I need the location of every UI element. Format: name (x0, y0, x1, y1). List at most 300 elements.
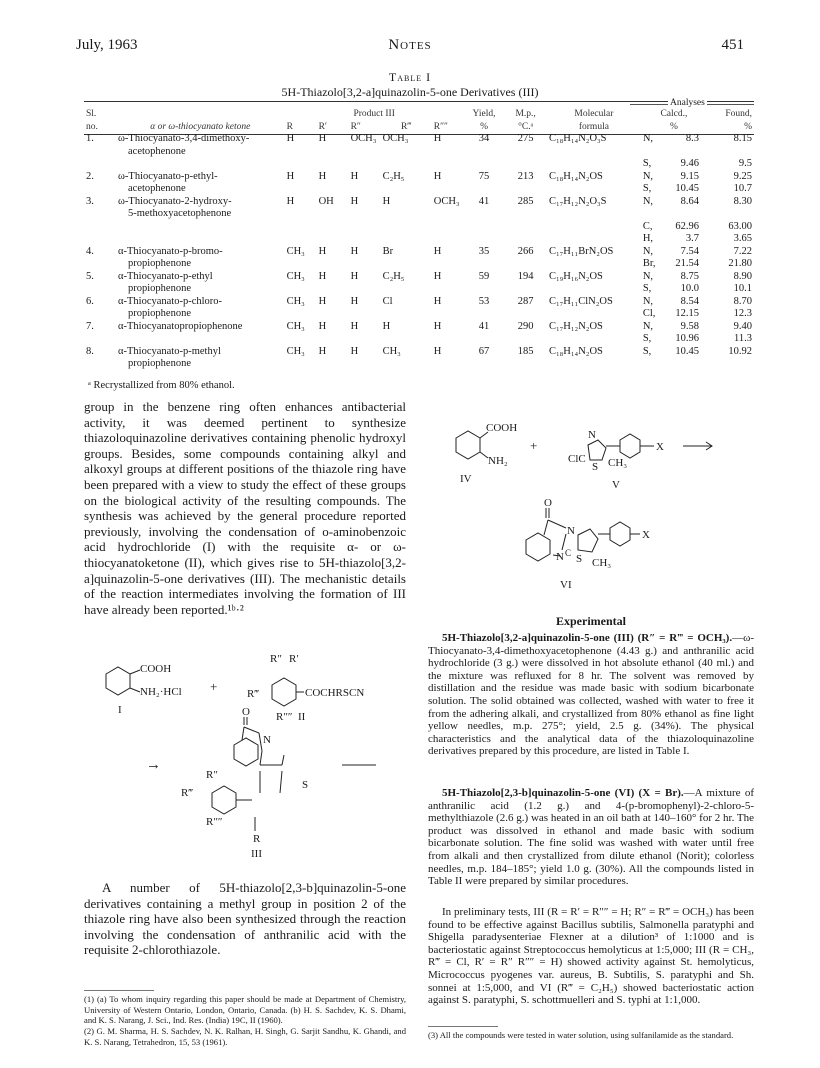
calcd-number: 8.54 (680, 295, 699, 307)
cell-no: 6. (86, 295, 94, 307)
element-symbol: N, (642, 320, 654, 332)
calcd-number: 9.46 (680, 158, 699, 169)
found-value: 63.00 (728, 220, 752, 232)
cell-yield: 75 (478, 170, 490, 182)
cell-r4: H (433, 270, 442, 282)
ketone-line: propiophenone (128, 308, 191, 319)
calcd-value (643, 233, 705, 246)
table-row (84, 221, 754, 246)
cell-no (84, 158, 116, 171)
cell-r2 (349, 221, 381, 246)
element-symbol: S, (642, 333, 652, 344)
cell-ketone (116, 221, 285, 246)
compound-I-label: I (118, 704, 122, 716)
table-top-rule (84, 101, 754, 102)
nh2-label-IV: NH₂ (488, 455, 508, 467)
table-row (84, 296, 754, 321)
compound-III-label: III (251, 848, 262, 860)
cell-ketone (116, 246, 285, 271)
cell-r2: H (350, 245, 359, 257)
cell-found (707, 321, 754, 346)
cell-no: 2. (86, 170, 94, 182)
found-value: 9.5 (738, 158, 752, 169)
cell-formula: C₁₇H₁₂N₂OS (548, 320, 603, 332)
cell-r1 (317, 158, 349, 171)
element-symbol: N, (642, 133, 654, 144)
calcd-number: 8.64 (680, 195, 699, 207)
footnote-rule (84, 990, 154, 991)
compound-IV-label: IV (460, 473, 472, 485)
found-value: 9.25 (733, 170, 752, 182)
ketone-line: α-Thiocyanato-p-methyl (118, 345, 221, 357)
cell-calcd (641, 296, 707, 321)
calcd-number: 62.96 (675, 220, 699, 232)
cell-ketone (116, 271, 285, 296)
cell-mp: 287 (517, 295, 534, 307)
col-mp-unit: °C.ᵃ (518, 121, 534, 132)
cell-no: 3. (86, 195, 94, 207)
cell-r4 (432, 221, 464, 246)
element-symbol: H, (642, 233, 654, 244)
cell-r2 (349, 158, 381, 171)
cell-no: 5. (86, 270, 94, 282)
ketone-line: α-Thiocyanato-p-ethyl (118, 270, 213, 282)
col-formula-2: formula (578, 121, 609, 132)
c-label-VI: C (565, 548, 572, 558)
cell-yield: 41 (478, 195, 490, 207)
footnote-2: (2) G. M. Sharma, H. S. Sachdev, N. K. Ralhan, H. Singh, G. Sarjit Sandhu, K. Ghandi, and K. S. Narang, Tetrahedron, 15, 53 (1961). (84, 1026, 406, 1047)
page-number: 451 (721, 37, 744, 53)
cell-r4: H (433, 320, 442, 332)
benzene-ring-IV (456, 431, 480, 459)
cell-r: H (286, 170, 295, 182)
cell-r2: H (350, 195, 359, 207)
col-ketone: α or ω-thiocyanato ketone (150, 121, 251, 132)
cell-formula: C₁₈H₁₄N₂OS (548, 345, 603, 357)
intro-paragraph: group in the benzene ring often enhances antibacterial activity, it was deemed pertinent to synthesize thiazoloquinazoline derivatives containing phenolic hydroxyl groups. Besides, some compounds containing alkyl and alkoxyl groups at different positions of the thiazole ring have been prepared with a view to study the effect of these groups on the biological activity of the resulting compounds. The synthesis was achieved by the general procedure reported previously, involving the condensation of o-aminobenzoic acid hydrochloride (I) with the requisite α- or ω-thiocyanatoketone (II), which gives rise to 5H-thiazolo[3,2-a]quinazolin-5-one derivatives (III). The mechanistic details of the reaction intermediates involving the formation of III have already been reported.¹ᵇ·² (84, 399, 406, 617)
ketone-line: acetophenone (128, 183, 186, 194)
calcd-number: 10.96 (675, 333, 699, 344)
cell-mp: 290 (517, 320, 534, 332)
cell-r2: H (350, 320, 359, 332)
table-label: Table I (388, 70, 432, 84)
s3-label: S (302, 779, 309, 791)
cell-r: CH₃ (286, 245, 305, 257)
r2-label: R″ (270, 653, 282, 665)
element-symbol: S, (642, 158, 652, 169)
calcd-number: 10.0 (680, 283, 699, 294)
cell-r3: OCH₃ (382, 133, 409, 144)
calcd-value (643, 133, 705, 146)
quinazoline-benzene-ring-VI (526, 533, 550, 561)
r2-label-III: R″ (206, 769, 218, 781)
calcd-number: 8.75 (680, 270, 699, 282)
reaction-arrow-1: → (146, 757, 161, 773)
cell-calcd (641, 321, 707, 346)
table-row (84, 171, 754, 196)
cell-no (84, 221, 116, 246)
table-row (84, 346, 754, 371)
table-row (84, 158, 754, 171)
element-symbol: S, (642, 345, 652, 357)
benzene-ring-II (272, 678, 296, 706)
n-label-V: N (588, 429, 596, 441)
second-paragraph: A number of 5H-thiazolo[2,3-b]quinazolin-5-one derivatives containing a methyl group in position 2 of the thiazole ring have also been synthesized through the reaction involving the condensation of anthranilic acid with the requisite 2-chlorothiazole. (84, 880, 406, 958)
col-r1: R′ (318, 121, 327, 132)
derivatives-table (84, 108, 754, 371)
cell-formula: C₁₇H₁₁BrN₂OS (548, 245, 614, 257)
cell-yield: 35 (478, 245, 490, 257)
element-symbol: N, (642, 270, 654, 282)
found-value: 8.15 (733, 133, 752, 144)
cell-r2: OCH₃ (350, 133, 377, 144)
col-mp: M.p., (515, 109, 536, 119)
calcd-value (643, 171, 705, 184)
calcd-number: 10.45 (675, 345, 699, 357)
calcd-number: 9.58 (680, 320, 699, 332)
n4-label: N (263, 734, 271, 746)
r4-label-III: R″″ (206, 816, 223, 828)
cell-r3: Cl (382, 295, 393, 307)
cell-ketone (116, 196, 285, 221)
cell-r2: H (350, 345, 359, 357)
cell-no: 4. (86, 245, 94, 257)
nc-label-VI: N (556, 551, 564, 563)
found-value: 10.1 (733, 283, 752, 294)
cell-r3: Br (382, 245, 394, 257)
col-formula-1: Molecular (574, 109, 614, 119)
cell-no: 7. (86, 320, 94, 332)
table-footnote: ᵃ Recrystallized from 80% ethanol. (88, 380, 235, 391)
col-r2: R″ (350, 121, 361, 132)
cell-yield: 53 (478, 295, 490, 307)
s-label-VI: S (576, 553, 583, 565)
cell-found (707, 346, 754, 371)
cell-mp: 266 (517, 245, 534, 257)
footnote-1: (1) (a) To whom inquiry regarding this paper should be made at Department of Chemistry, University of Western Ontario, London, Ontario, Canada. (b) H. S. Sachdev, K. S. Dhami, and K. S. Narang, J. Sci., Ind. Res. (India) 19C, II (1960). (84, 994, 406, 1026)
cell-ketone (116, 171, 285, 196)
ketone-line: α-Thiocyanato-p-chloro- (118, 295, 223, 307)
cell-r2: H (350, 295, 359, 307)
calcd-value (643, 196, 705, 209)
table-row (84, 133, 754, 158)
col-found: Found, (725, 109, 752, 119)
col-r3: R‴ (401, 121, 412, 132)
cell-r1: H (318, 295, 327, 307)
footnote-rule-2 (428, 1026, 498, 1027)
cell-r1: H (318, 320, 327, 332)
col-r4: R″″ (433, 121, 449, 132)
experimental-2-title: 5H-Thiazolo[2,3-b]quinazolin-5-one (VI) (X = Br). (442, 787, 684, 799)
r3-label-III: R‴ (181, 787, 193, 799)
ketone-line: ω-Thiocyanato-2-hydroxy- (118, 195, 232, 207)
experimental-paragraph-1 (428, 632, 754, 758)
cell-r1 (317, 221, 349, 246)
found-value: 10.7 (733, 183, 752, 194)
cell-mp: 213 (517, 170, 534, 182)
cell-mp: 285 (517, 195, 534, 207)
cell-mp: 275 (517, 133, 534, 144)
found-value: 11.3 (734, 333, 752, 344)
x-label-V: X (656, 441, 664, 453)
calcd-value (643, 183, 705, 196)
experimental-heading: Experimental (556, 614, 626, 628)
cell-found (707, 296, 754, 321)
s-label-V: S (592, 461, 599, 473)
cell-r: CH₃ (286, 345, 305, 357)
ch3-label-V: CH₃ (608, 457, 628, 469)
cell-calcd (641, 158, 707, 171)
calcd-value (643, 296, 705, 309)
found-value: 7.22 (733, 245, 752, 257)
cell-r1: OH (318, 195, 334, 207)
table-row (84, 246, 754, 271)
plus-sign-2: + (530, 438, 538, 453)
ketone-line: acetophenone (128, 145, 186, 157)
col-calcd-unit: % (669, 121, 678, 132)
found-value: 10.92 (728, 345, 752, 357)
calcd-value (643, 246, 705, 259)
table-row (84, 321, 754, 346)
ketone-line: ω-Thiocyanato-3,4-dimethoxy- (118, 133, 250, 144)
cell-yield (464, 221, 505, 246)
cell-r: H (286, 195, 295, 207)
cell-ketone (116, 321, 285, 346)
thiazole-ring-V (588, 440, 606, 460)
calcd-value (643, 346, 705, 359)
col-yield: Yield, (472, 109, 496, 119)
table-header-row-2 (84, 121, 754, 134)
experimental-2-body: —A mixture of anthranilic acid (1.2 g.) and 4-(p-bromophenyl)-2-chloro-5-methylthiazole (2.6 g.) was heated in an oil bath at 140–160° for 2 hr. The product was dissolved in ethanol and made basic with sodium bicarbonate solution. The fine solid was washed with water until free from alkali and then crystallized from dilute ethanol (Norit); colorless needles, m.p. 184–185°; yield 1.0 g. (30%). All the compounds listed in Table II were prepared by similar procedures. (428, 787, 755, 888)
cell-yield: 59 (478, 270, 490, 282)
cell-r: CH₃ (286, 270, 305, 282)
x-label-VI: X (642, 529, 650, 541)
cell-r: CH₃ (286, 295, 305, 307)
cell-yield (464, 158, 505, 171)
col-product: Product III (353, 109, 395, 119)
cell-formula: C₁₉H₁₆N₂OS (548, 270, 603, 282)
cell-r3: C₂H₅ (382, 170, 405, 182)
found-value: 8.30 (733, 195, 752, 207)
cell-r2: H (350, 270, 359, 282)
plus-sign-1: + (210, 679, 218, 694)
ketone-line: propiophenone (128, 258, 191, 269)
cell-found (707, 221, 754, 246)
cell-mp (504, 221, 547, 246)
benzene-ring-I (106, 667, 130, 695)
element-symbol: N, (642, 295, 654, 307)
cell-r1: H (318, 270, 327, 282)
experimental-paragraph-2 (428, 787, 754, 888)
cell-r1: H (318, 345, 327, 357)
found-value: 8.70 (733, 295, 752, 307)
table-header-row-1 (84, 108, 754, 121)
cell-formula: C₁₈H₁₄N₂OS (548, 170, 603, 182)
col-no: no. (86, 121, 98, 132)
cell-calcd (641, 196, 707, 221)
found-value: 8.90 (733, 270, 752, 282)
col-calcd: Calcd., (660, 109, 688, 119)
cell-r: CH₃ (286, 320, 305, 332)
cell-mp (504, 158, 547, 171)
ch3-label-VI: CH₃ (592, 557, 612, 569)
phenyl-ring-VI (610, 522, 630, 546)
cell-r4: H (433, 295, 442, 307)
cell-calcd (641, 271, 707, 296)
cell-r3: CH₃ (382, 345, 401, 357)
col-sl: Sl. (86, 109, 97, 119)
calcd-value (643, 308, 705, 321)
compound-V-label: V (612, 479, 620, 491)
cell-found (707, 246, 754, 271)
cell-r4: H (433, 345, 442, 357)
ketone-line: ω-Thiocyanato-p-ethyl- (118, 170, 218, 182)
running-section: Notes (388, 37, 432, 53)
thiazole-ring-VI (578, 529, 598, 552)
calcd-number: 9.15 (680, 170, 699, 182)
cell-found (707, 196, 754, 221)
experimental-1-body: —ω-Thiocyanato-3,4-dimethoxyacetophenone (4.43 g.) and anthranilic acid hydrochloride (3 g.) were dissolved in hot absolute ethanol (40 ml.) and the mixture was refluxed for 8 hr. The solvent was removed by distillation and the residue was made basic with sodium bicarbonate solution. The solid obtained was collected, washed with water to free it from the adhering alkali, and crystallized from 80% ethanol as fine light yellow needles, m.p. 275°; yield, 2.5 g. (34%). The physical characteristics and the analytical data of the thiazoloquinazoline derivatives prepared by this procedure, are listed in Table I. (428, 632, 754, 758)
cell-r: H (286, 133, 295, 144)
r-label: R (253, 833, 261, 845)
element-symbol: N, (642, 195, 654, 207)
footnote-3: (3) All the compounds were tested in water solution, using sulfanilamide as the standard. (428, 1030, 734, 1040)
cochrscn-label: COCHRSCN (305, 687, 365, 699)
cell-r3: C₂H₅ (382, 270, 405, 282)
cell-no: 1. (86, 133, 94, 144)
experimental-1-title: 5H-Thiazolo[3,2-a]quinazolin-5-one (III) (R″ = R‴ = OCH₃). (442, 632, 733, 644)
compound-VI-label: VI (560, 579, 572, 591)
cell-mp: 185 (517, 345, 534, 357)
cell-mp: 194 (517, 270, 534, 282)
element-symbol: N, (642, 170, 654, 182)
analyses-heading: Analyses (670, 98, 705, 108)
cell-ketone (116, 158, 285, 171)
scheme-1 (84, 645, 414, 860)
r1-label: R′ (289, 653, 299, 665)
ketone-line: α-Thiocyanato-p-bromo- (118, 245, 223, 257)
calcd-value (643, 271, 705, 284)
clc-label-V: ClC (568, 453, 586, 465)
calcd-number: 12.15 (675, 308, 699, 319)
cooh-label-IV: COOH (486, 422, 518, 434)
cell-ketone (116, 296, 285, 321)
cell-r3: H (382, 195, 391, 207)
cell-r (285, 221, 317, 246)
calcd-number: 10.45 (675, 183, 699, 194)
cell-r4: OCH₃ (433, 195, 460, 207)
ketone-line: propiophenone (128, 283, 191, 294)
cell-r4 (432, 158, 464, 171)
ketone-line: propiophenone (128, 358, 191, 369)
found-value: 12.3 (733, 308, 752, 319)
cell-yield: 41 (478, 320, 490, 332)
cell-r3 (381, 221, 432, 246)
experimental-paragraph-3: In preliminary tests, III (R = R′ = R″″ = H; R″ = R‴ = OCH₃) has been found to be effective against Bacillus subtilis, Salmonella paratyphi and Shigella paradysenteriae Flexner at a dilution³ of 1:1000 and is bacteriostatic against Streptococcus hemolyticus at 1:5,000; III (R = CH₃, R‴ = Cl, R′ = R″ R″″ = H) showed activity against St. hemolyticus, Micrococcus pyogenes var. aureus, B. Subtilis, S. paratyphi and Sh. sonnei at 1:5,000, and VI (R‴ = C₂H₅) showed bacteriostatic action against S. paratyphi, S. schottmuelleri and S. typhi at 1:1,000. (428, 906, 754, 1007)
table-title: 5H-Thiazolo[3,2-a]quinazolin-5-one Derivatives (III) (281, 85, 539, 99)
cell-calcd (641, 171, 707, 196)
oxygen-label: O (242, 706, 250, 718)
cell-no: 8. (86, 345, 94, 357)
cell-r3: H (382, 320, 391, 332)
calcd-value (643, 321, 705, 334)
cell-formula (547, 158, 641, 171)
quinazoline-benzene-ring (234, 738, 258, 766)
cell-formula: C₁₇H₁₁ClN₂OS (548, 295, 613, 307)
cell-r2: H (350, 170, 359, 182)
col-yield-unit: % (480, 121, 488, 132)
element-symbol: S, (642, 283, 652, 294)
cell-ketone (116, 346, 285, 371)
found-value: 3.65 (733, 233, 752, 244)
cell-found (707, 171, 754, 196)
cell-ketone (116, 133, 285, 158)
calcd-number: 3.7 (685, 233, 699, 244)
calcd-number: 7.54 (680, 245, 699, 257)
compound-II-label: II (298, 711, 306, 723)
cell-yield: 34 (478, 133, 490, 144)
cell-r4: H (433, 245, 442, 257)
cell-found (707, 271, 754, 296)
cell-calcd (641, 246, 707, 271)
element-symbol: Br, (642, 258, 656, 269)
cooh-label: COOH (140, 663, 172, 675)
calcd-number: 8.3 (685, 133, 699, 144)
cell-calcd (641, 133, 707, 158)
cell-calcd (641, 221, 707, 246)
calcd-value (643, 258, 705, 271)
cell-r1: H (318, 170, 327, 182)
element-symbol: C, (642, 220, 653, 232)
n4-label-VI: N (567, 525, 575, 537)
cell-found (707, 158, 754, 171)
nh2hcl-label: NH₂·HCl (140, 686, 182, 698)
ketone-line: 5-methoxyacetophenone (128, 208, 232, 219)
element-symbol: S, (642, 183, 652, 194)
table-body (84, 133, 754, 371)
cell-formula: C₁₇H₁₂N₂O₃S (548, 195, 607, 207)
calcd-value (643, 158, 705, 171)
cell-found (707, 133, 754, 158)
ketone-line: α-Thiocyanatopropiophenone (118, 320, 243, 332)
table-row (84, 196, 754, 221)
cell-formula: C₁₈H₁₄N₂O₃S (548, 133, 607, 144)
cell-r1: H (318, 245, 327, 257)
cell-r4: H (433, 133, 442, 144)
calcd-value (643, 221, 705, 234)
calcd-value (643, 333, 705, 346)
oxygen-label-VI: O (544, 497, 552, 509)
cell-yield: 67 (478, 345, 490, 357)
calcd-value (643, 283, 705, 296)
scheme-2 (428, 410, 754, 600)
col-r: R (286, 121, 293, 132)
calcd-number: 21.54 (675, 258, 699, 269)
cell-r (285, 158, 317, 171)
cell-r3 (381, 158, 432, 171)
cell-r1: H (318, 133, 327, 144)
col-found-unit: % (744, 121, 752, 132)
aryl-ring-III (212, 786, 236, 814)
found-value: 21.80 (728, 258, 752, 269)
r3-label: R‴ (247, 688, 259, 700)
r4-label: R″″ (276, 711, 293, 723)
cell-r4: H (433, 170, 442, 182)
found-value: 9.40 (733, 320, 752, 332)
table-row (84, 271, 754, 296)
cell-calcd (641, 346, 707, 371)
phenyl-ring-V (620, 434, 640, 458)
